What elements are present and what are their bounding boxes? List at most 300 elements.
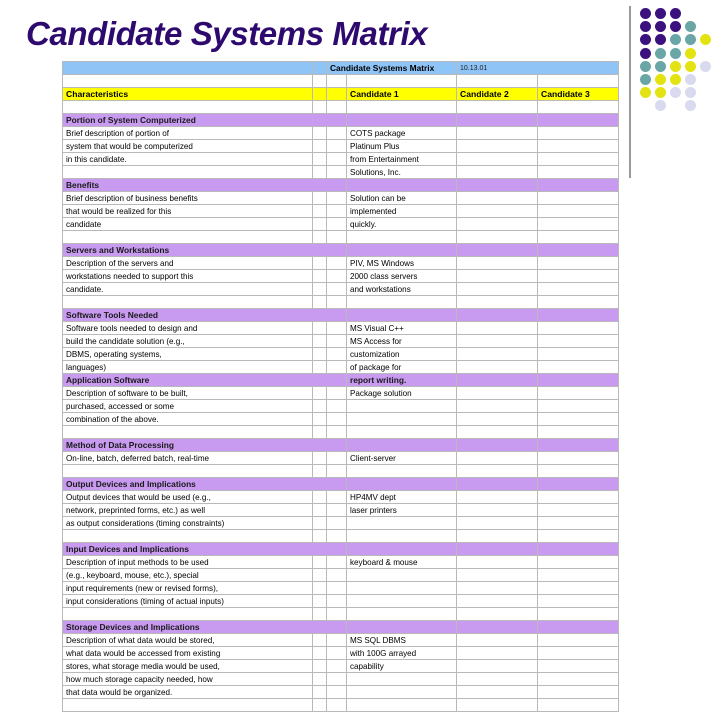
data-row [63,348,619,361]
cell-candidate-1: keyboard & mouse [347,556,457,569]
data-row [63,413,619,426]
data-row [63,361,619,374]
column-header-candidate-2: Candidate 2 [457,88,538,101]
data-row [63,465,619,478]
cell-candidate-1 [347,595,457,608]
cell-narrow-1 [313,413,327,426]
section-candidate-2-cell [457,179,538,192]
cell-candidate-3 [538,582,619,595]
data-row [63,504,619,517]
cell-candidate-1 [347,400,457,413]
decorative-dot [640,8,651,19]
section-header-row [63,244,619,257]
cell-characteristic: candidate [63,218,313,231]
cell-candidate-1 [347,569,457,582]
cell-candidate-1: Client-server [347,452,457,465]
data-row [63,686,619,699]
cell-characteristic: DBMS, operating systems, [63,348,313,361]
cell-candidate-3 [538,465,619,478]
cell-candidate-3 [538,205,619,218]
cell-characteristic: that would be realized for this [63,205,313,218]
cell-candidate-1 [347,231,457,244]
decorative-dot [685,100,696,111]
cell-narrow-2 [327,270,347,283]
cell-narrow-1 [313,686,327,699]
decorative-dot [655,8,666,19]
cell-characteristic: stores, what storage media would be used, [63,660,313,673]
cell-narrow-1 [313,283,327,296]
section-candidate-1-cell [347,114,457,127]
data-row [63,205,619,218]
cell-characteristic [63,530,313,543]
decorative-dot [655,34,666,45]
cell-narrow-2 [327,556,347,569]
cell-candidate-1: customization [347,348,457,361]
cell-narrow-1 [313,634,327,647]
decorative-dot [655,48,666,59]
section-heading: Method of Data Processing [63,439,347,452]
cell-narrow-1 [313,673,327,686]
cell-narrow-2 [327,140,347,153]
cell-candidate-3 [538,530,619,543]
cell-narrow-2 [327,452,347,465]
section-heading: Application Software [63,374,347,387]
cell-candidate-2 [457,140,538,153]
cell-candidate-3 [538,556,619,569]
cell-candidate-1: of package for [347,361,457,374]
section-candidate-1-cell [347,478,457,491]
cell-characteristic: Description of input methods to be used [63,556,313,569]
cell-candidate-2 [457,517,538,530]
blank-cell [313,101,327,114]
section-heading: Output Devices and Implications [63,478,347,491]
table-blank-row [63,101,619,114]
section-heading: Benefits [63,179,347,192]
cell-narrow-1 [313,504,327,517]
cell-candidate-2 [457,530,538,543]
data-row [63,127,619,140]
data-row [63,699,619,712]
cell-candidate-2 [457,127,538,140]
cell-narrow-1 [313,153,327,166]
section-header-row [63,621,619,634]
section-candidate-2-cell [457,621,538,634]
blank-cell [457,75,538,88]
cell-characteristic: in this candidate. [63,153,313,166]
cell-candidate-2 [457,465,538,478]
cell-narrow-2 [327,205,347,218]
cell-narrow-1 [313,140,327,153]
section-header-row [63,478,619,491]
cell-characteristic: Software tools needed to design and [63,322,313,335]
data-row [63,660,619,673]
cell-candidate-3 [538,400,619,413]
cell-candidate-1: Platinum Plus [347,140,457,153]
cell-candidate-2 [457,673,538,686]
section-candidate-3-cell [538,543,619,556]
section-candidate-3-cell [538,114,619,127]
section-header-row [63,114,619,127]
data-row [63,517,619,530]
cell-candidate-1 [347,517,457,530]
cell-candidate-2 [457,348,538,361]
cell-candidate-3 [538,361,619,374]
cell-candidate-3 [538,504,619,517]
table-banner-row [63,62,619,75]
cell-candidate-1: PIV, MS Windows [347,257,457,270]
cell-narrow-2 [327,400,347,413]
cell-candidate-1 [347,465,457,478]
decorative-dot [685,74,696,85]
data-row [63,296,619,309]
cell-candidate-3 [538,673,619,686]
cell-candidate-3 [538,153,619,166]
cell-candidate-3 [538,387,619,400]
cell-characteristic: that data would be organized. [63,686,313,699]
cell-candidate-2 [457,205,538,218]
cell-candidate-2 [457,686,538,699]
section-candidate-3-cell [538,309,619,322]
cell-candidate-3 [538,608,619,621]
decorative-dot [685,34,696,45]
cell-narrow-1 [313,582,327,595]
cell-candidate-3 [538,686,619,699]
cell-characteristic: languages) [63,361,313,374]
cell-narrow-1 [313,660,327,673]
cell-candidate-1 [347,673,457,686]
blank-cell [327,101,347,114]
decorative-dot [640,87,651,98]
section-heading: Storage Devices and Implications [63,621,347,634]
decorative-dot [655,21,666,32]
cell-characteristic [63,608,313,621]
cell-narrow-1 [313,231,327,244]
cell-narrow-2 [327,608,347,621]
cell-candidate-2 [457,647,538,660]
cell-narrow-2 [327,361,347,374]
cell-candidate-2 [457,322,538,335]
cell-narrow-1 [313,556,327,569]
cell-candidate-1: MS Visual C++ [347,322,457,335]
cell-candidate-2 [457,231,538,244]
cell-candidate-1 [347,699,457,712]
cell-narrow-2 [327,504,347,517]
cell-narrow-2 [327,283,347,296]
cell-narrow-2 [327,231,347,244]
data-row [63,387,619,400]
cell-characteristic [63,231,313,244]
cell-characteristic: network, preprinted forms, etc.) as well [63,504,313,517]
cell-candidate-3 [538,322,619,335]
cell-candidate-1: MS SQL DBMS [347,634,457,647]
cell-candidate-1: 2000 class servers [347,270,457,283]
blank-cell [538,75,619,88]
decorative-dot [670,74,681,85]
cell-narrow-2 [327,582,347,595]
cell-candidate-1: Package solution [347,387,457,400]
decorative-dot [685,87,696,98]
blank-cell [313,75,327,88]
cell-narrow-1 [313,127,327,140]
cell-characteristic: Brief description of business benefits [63,192,313,205]
cell-characteristic: what data would be accessed from existing [63,647,313,660]
cell-candidate-3 [538,127,619,140]
cell-narrow-1 [313,517,327,530]
cell-narrow-2 [327,634,347,647]
cell-candidate-2 [457,569,538,582]
cell-candidate-2 [457,556,538,569]
section-candidate-1-cell [347,309,457,322]
table-blank-row [63,75,619,88]
data-row [63,452,619,465]
decorative-dot [670,34,681,45]
cell-characteristic: candidate. [63,283,313,296]
cell-candidate-3 [538,569,619,582]
banner-blank-n1 [313,62,327,75]
cell-narrow-1 [313,699,327,712]
decorative-dot [640,61,651,72]
cell-characteristic [63,296,313,309]
cell-candidate-2 [457,335,538,348]
cell-narrow-1 [313,426,327,439]
cell-narrow-1 [313,257,327,270]
cell-narrow-2 [327,348,347,361]
cell-candidate-3 [538,660,619,673]
cell-characteristic: Output devices that would be used (e.g., [63,491,313,504]
cell-narrow-2 [327,686,347,699]
cell-narrow-2 [327,517,347,530]
cell-characteristic [63,426,313,439]
decorative-dot [670,87,681,98]
decorative-dot [640,74,651,85]
decorative-dot [640,21,651,32]
cell-candidate-1: with 100G arrayed [347,647,457,660]
column-header-blank-1 [313,88,327,101]
cell-narrow-1 [313,296,327,309]
cell-candidate-3 [538,634,619,647]
section-candidate-3-cell [538,374,619,387]
data-row [63,270,619,283]
cell-candidate-2 [457,452,538,465]
cell-candidate-2 [457,582,538,595]
cell-candidate-2 [457,257,538,270]
cell-candidate-3 [538,595,619,608]
cell-candidate-1: and workstations [347,283,457,296]
cell-characteristic: Brief description of portion of [63,127,313,140]
cell-candidate-3 [538,413,619,426]
section-candidate-3-cell [538,439,619,452]
cell-candidate-1 [347,582,457,595]
blank-cell [63,101,313,114]
banner-title: Candidate Systems Matrix [327,62,457,75]
cell-narrow-2 [327,296,347,309]
cell-characteristic: (e.g., keyboard, mouse, etc.), special [63,569,313,582]
decorative-dot [655,100,666,111]
section-candidate-1-cell: report writing. [347,374,457,387]
cell-characteristic [63,699,313,712]
cell-candidate-3 [538,218,619,231]
cell-candidate-2 [457,400,538,413]
section-heading: Input Devices and Implications [63,543,347,556]
cell-characteristic: Description of software to be built, [63,387,313,400]
section-candidate-2-cell [457,439,538,452]
data-row [63,569,619,582]
cell-candidate-1: COTS package [347,127,457,140]
cell-candidate-1 [347,413,457,426]
cell-candidate-3 [538,452,619,465]
decorative-dot [655,74,666,85]
vertical-divider [629,6,631,178]
cell-candidate-3 [538,296,619,309]
cell-candidate-2 [457,608,538,621]
cell-candidate-2 [457,218,538,231]
blank-cell [347,75,457,88]
cell-narrow-1 [313,400,327,413]
section-candidate-1-cell [347,179,457,192]
column-header-candidate-3: Candidate 3 [538,88,619,101]
banner-date: 10.13.01 [457,62,619,75]
data-row [63,400,619,413]
decorative-dot [700,34,711,45]
cell-candidate-2 [457,387,538,400]
cell-narrow-1 [313,218,327,231]
cell-characteristic: Description of the servers and [63,257,313,270]
decorative-dot-grid [640,8,716,118]
data-row [63,153,619,166]
cell-characteristic [63,465,313,478]
section-heading: Software Tools Needed [63,309,347,322]
table-column-header-row [63,88,619,101]
cell-candidate-1: Solutions, Inc. [347,166,457,179]
cell-characteristic: how much storage capacity needed, how [63,673,313,686]
cell-narrow-1 [313,530,327,543]
cell-characteristic: build the candidate solution (e.g., [63,335,313,348]
cell-candidate-1 [347,530,457,543]
section-candidate-1-cell [347,244,457,257]
data-row [63,322,619,335]
cell-characteristic: Description of what data would be stored, [63,634,313,647]
blank-cell [457,101,538,114]
section-candidate-2-cell [457,244,538,257]
decorative-dot [655,87,666,98]
cell-candidate-2 [457,153,538,166]
cell-narrow-2 [327,387,347,400]
data-row [63,166,619,179]
cell-candidate-2 [457,296,538,309]
cell-narrow-2 [327,218,347,231]
cell-narrow-1 [313,166,327,179]
cell-candidate-1 [347,686,457,699]
cell-narrow-1 [313,192,327,205]
section-header-row [63,309,619,322]
blank-cell [538,101,619,114]
data-row [63,634,619,647]
cell-candidate-3 [538,517,619,530]
page-title: Candidate Systems Matrix [26,15,428,52]
cell-candidate-1: from Entertainment [347,153,457,166]
cell-candidate-1: implemented [347,205,457,218]
cell-characteristic: On-line, batch, deferred batch, real-time [63,452,313,465]
cell-candidate-2 [457,192,538,205]
blank-cell [327,75,347,88]
cell-narrow-1 [313,348,327,361]
cell-narrow-1 [313,361,327,374]
decorative-dot [640,48,651,59]
cell-narrow-2 [327,465,347,478]
section-header-row [63,543,619,556]
cell-narrow-2 [327,595,347,608]
data-row [63,335,619,348]
cell-candidate-1: quickly. [347,218,457,231]
cell-candidate-3 [538,192,619,205]
cell-narrow-1 [313,569,327,582]
cell-narrow-1 [313,205,327,218]
cell-candidate-3 [538,348,619,361]
decorative-dot [685,48,696,59]
cell-narrow-1 [313,465,327,478]
cell-narrow-2 [327,335,347,348]
decorative-dot [700,61,711,72]
decorative-dot [670,8,681,19]
section-candidate-2-cell [457,114,538,127]
cell-characteristic [63,166,313,179]
section-candidate-2-cell [457,478,538,491]
decorative-dot [685,21,696,32]
decorative-dot [670,61,681,72]
cell-candidate-3 [538,491,619,504]
decorative-dot [670,21,681,32]
cell-narrow-2 [327,127,347,140]
data-row [63,426,619,439]
cell-candidate-1: HP4MV dept [347,491,457,504]
data-row [63,608,619,621]
data-row [63,283,619,296]
cell-characteristic: input considerations (timing of actual inputs) [63,595,313,608]
section-candidate-2-cell [457,543,538,556]
cell-candidate-3 [538,426,619,439]
section-header-row [63,439,619,452]
cell-narrow-1 [313,647,327,660]
cell-candidate-3 [538,283,619,296]
cell-candidate-3 [538,335,619,348]
section-heading: Servers and Workstations [63,244,347,257]
cell-characteristic: workstations needed to support this [63,270,313,283]
cell-candidate-1 [347,608,457,621]
cell-narrow-2 [327,192,347,205]
cell-candidate-2 [457,634,538,647]
decorative-dot [685,61,696,72]
cell-narrow-1 [313,322,327,335]
cell-narrow-2 [327,530,347,543]
cell-narrow-1 [313,335,327,348]
cell-narrow-2 [327,569,347,582]
cell-characteristic: as output considerations (timing constraints) [63,517,313,530]
cell-characteristic: combination of the above. [63,413,313,426]
cell-candidate-3 [538,166,619,179]
cell-candidate-3 [538,257,619,270]
cell-narrow-1 [313,491,327,504]
cell-candidate-1: laser printers [347,504,457,517]
cell-characteristic: purchased, accessed or some [63,400,313,413]
cell-candidate-2 [457,699,538,712]
section-candidate-1-cell [347,439,457,452]
section-candidate-1-cell [347,543,457,556]
cell-candidate-1 [347,426,457,439]
cell-narrow-2 [327,491,347,504]
section-heading: Portion of System Computerized [63,114,347,127]
section-header-row [63,374,619,387]
section-header-row [63,179,619,192]
